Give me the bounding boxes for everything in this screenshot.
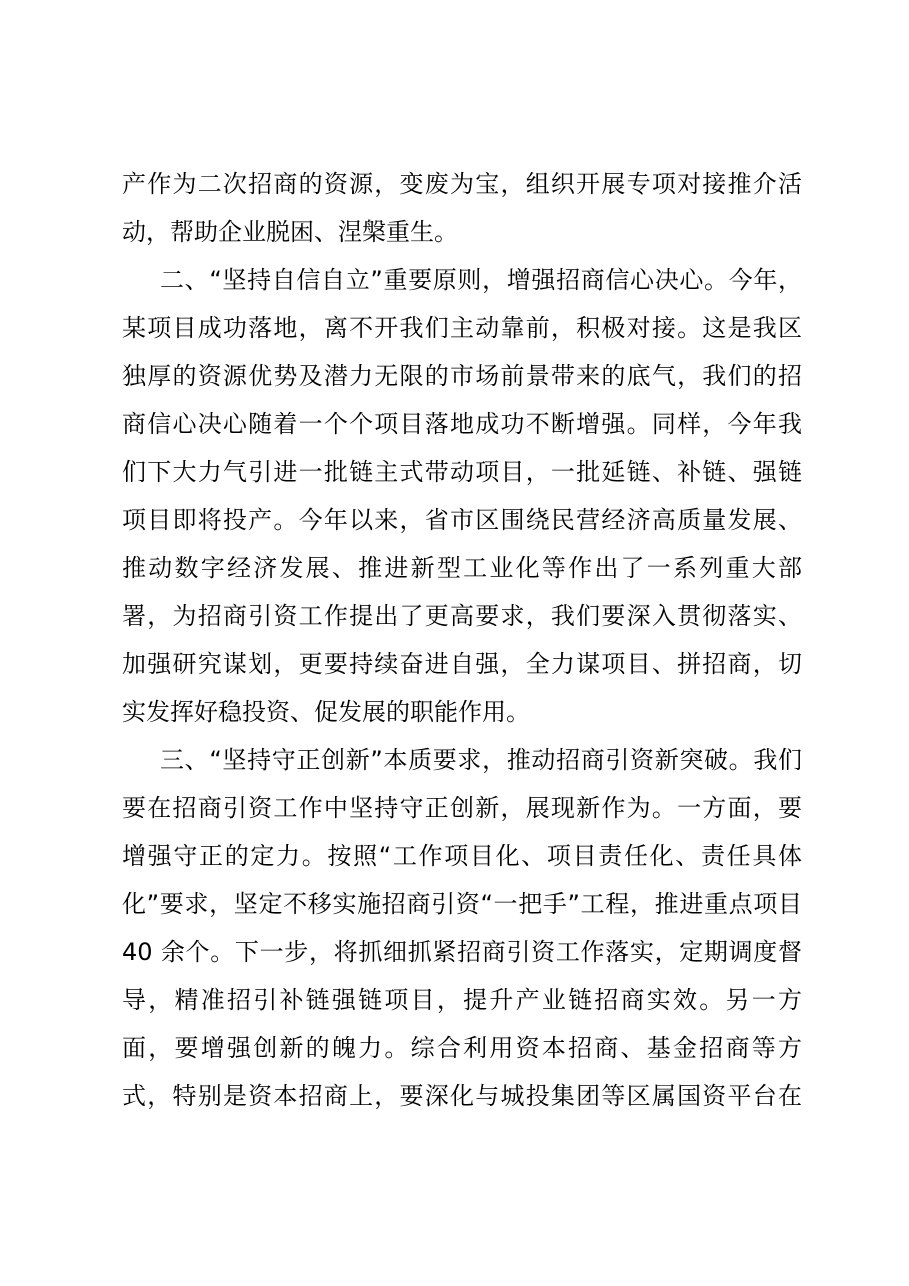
text-line: 项目即将投产。今年以来，省市区围绕民营经济高质量发展、 bbox=[122, 506, 802, 534]
text-line: 面，要增强创新的魄力。综合利用资本招商、基金招商等方 bbox=[122, 1034, 802, 1062]
text-line: 动，帮助企业脱困、涅槃重生。 bbox=[122, 218, 458, 246]
text-line: 推动数字经济发展、推进新型工业化等作出了一系列重大部 bbox=[122, 554, 802, 582]
text-line: 独厚的资源优势及潜力无限的市场前景带来的底气，我们的招 bbox=[122, 362, 802, 390]
text-line: 加强研究谋划，更要持续奋进自强，全力谋项目、拼招商，切 bbox=[122, 650, 802, 678]
body-text bbox=[122, 160, 802, 1120]
text-line: 40 余个。下一步，将抓细抓紧招商引资工作落实，定期调度督 bbox=[122, 938, 802, 966]
paragraph-heading-line: 三、“坚持守正创新”本质要求，推动招商引资新突破。我们 bbox=[160, 746, 802, 774]
text-line: 导，精准招引补链强链项目，提升产业链招商实效。另一方 bbox=[122, 986, 802, 1014]
text-line: 商信心决心随着一个个项目落地成功不断增强。同样，今年我 bbox=[122, 410, 802, 438]
text-line: 式，特别是资本招商上，要深化与城投集团等区属国资平台在 bbox=[122, 1082, 802, 1110]
text-line: 实发挥好稳投资、促发展的职能作用。 bbox=[122, 698, 530, 726]
text-line: 署，为招商引资工作提出了更高要求，我们要深入贯彻落实、 bbox=[122, 602, 802, 630]
text-line: 化”要求，坚定不移实施招商引资“一把手”工程，推进重点项目 bbox=[122, 890, 802, 918]
text-line: 产作为二次招商的资源，变废为宝，组织开展专项对接推介活 bbox=[122, 170, 802, 198]
text-line: 要在招商引资工作中坚持守正创新，展现新作为。一方面，要 bbox=[122, 794, 802, 822]
text-line: 某项目成功落地，离不开我们主动靠前，积极对接。这是我区 bbox=[122, 314, 802, 342]
text-line: 增强守正的定力。按照“工作项目化、项目责任化、责任具体 bbox=[122, 842, 802, 870]
paragraph-heading-line: 二、“坚持自信自立”重要原则，增强招商信心决心。今年， bbox=[160, 266, 802, 294]
text-line: 们下大力气引进一批链主式带动项目，一批延链、补链、强链 bbox=[122, 458, 802, 486]
